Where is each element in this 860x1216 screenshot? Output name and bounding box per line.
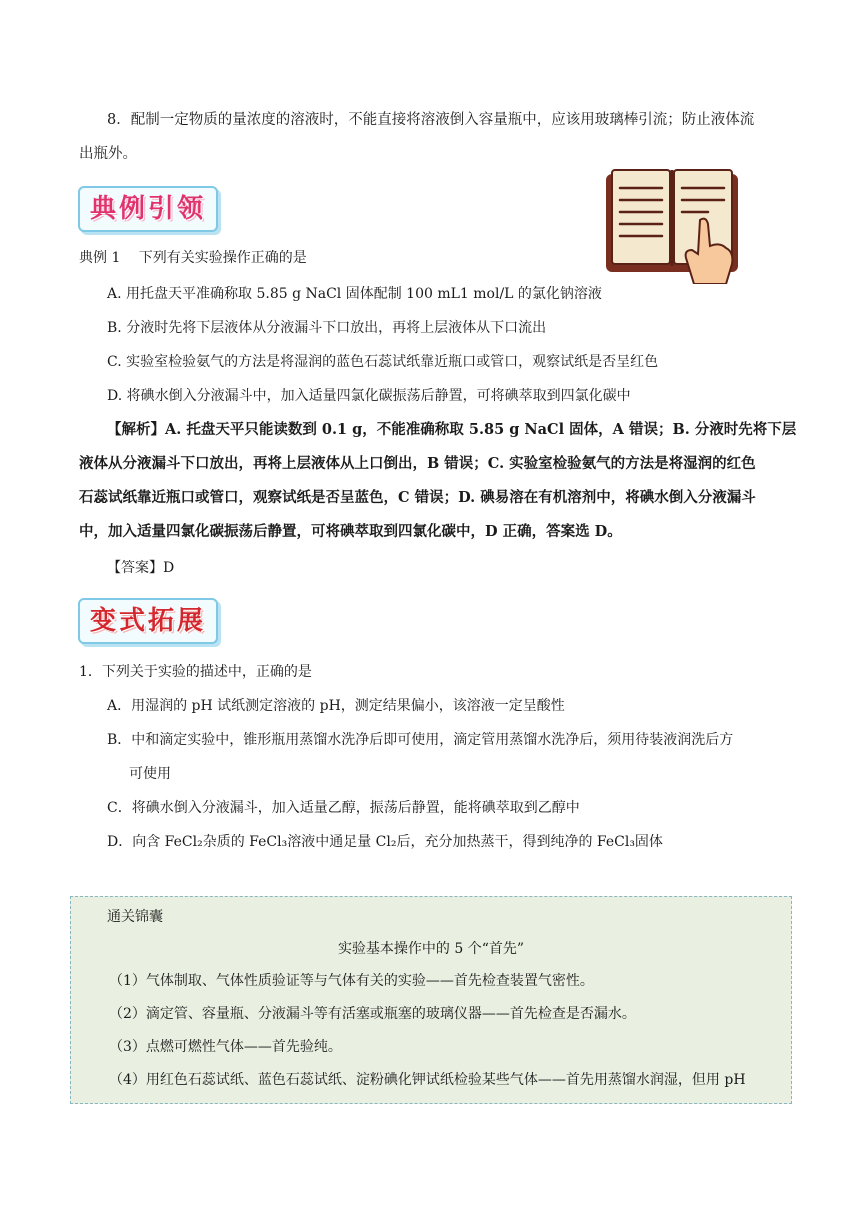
open-book-icon [604,166,740,284]
variant-banner-title: 变式拓展 [89,606,206,636]
example-heading: 典例 1 下列有关实验操作正确的是 [79,250,307,266]
tips-item-4: （4）用红色石蕊试纸、蓝色石蕊试纸、淀粉碘化钾试纸检验某些气体——首先用蒸馏水润湿，但用 pH [109,1072,746,1088]
variant-banner [78,598,218,644]
analysis-line-2: 液体从分液漏斗下口放出，再将上层液体从上口倒出，B 错误；C. 实验室检验氨气的方法是将湿润的红色 [79,455,756,472]
example-banner-title: 典例引领 [89,194,206,224]
note-8-line-1: 8．配制一定物质的量浓度的溶液时，不能直接将溶液倒入容量瓶中，应该用玻璃棒引流；防止液体流 [107,112,755,128]
example-option-a: A. 用托盘天平准确称取 5.85 g NaCl 固体配制 100 mL1 mol/L 的氯化钠溶液 [107,286,602,302]
tips-item-1: （1）气体制取、气体性质验证等与气体有关的实验——首先检查装置气密性。 [109,973,594,989]
analysis-label: 【解析】 [107,421,165,438]
exercise-option-d: D．向含 FeCl₂杂质的 FeCl₃溶液中通足量 Cl₂后，充分加热蒸干，得到纯净的 FeCl₃固体 [107,834,663,850]
example-option-b: B. 分液时先将下层液体从分液漏斗下口放出，再将上层液体从下口流出 [107,320,547,336]
exercise-option-b-cont: 可使用 [129,766,171,782]
analysis-line-3: 石蕊试纸靠近瓶口或管口，观察试纸是否呈蓝色，C 错误；D. 碘易溶在有机溶剂中，将碘水倒入分液漏斗 [79,489,756,506]
tips-box [70,896,792,1104]
answer-line: 【答案】D [107,560,175,576]
exercise-option-c: C．将碘水倒入分液漏斗，加入适量乙醇，振荡后静置，能将碘萃取到乙醇中 [107,800,580,816]
tips-item-3: （3）点燃可燃性气体——首先验纯。 [109,1039,342,1055]
example-option-d: D. 将碘水倒入分液漏斗中，加入适量四氯化碳振荡后静置，可将碘萃取到四氯化碳中 [107,388,631,404]
exercise-option-b: B．中和滴定实验中，锥形瓶用蒸馏水洗净后即可使用，滴定管用蒸馏水洗净后，须用待装液润洗后方 [107,732,734,748]
example-banner [78,186,218,232]
tips-item-2: （2）滴定管、容量瓶、分液漏斗等有活塞或瓶塞的玻璃仪器——首先检查是否漏水。 [109,1006,636,1022]
tips-title: 实验基本操作中的 5 个“首先” [337,941,525,957]
exercise-option-a: A．用湿润的 pH 试纸测定溶液的 pH，测定结果偏小，该溶液一定呈酸性 [107,698,565,714]
exercise-heading: 1．下列关于实验的描述中，正确的是 [79,664,312,680]
analysis-line-1 [107,420,796,440]
note-8-line-2: 出瓶外。 [79,146,137,162]
example-option-c: C. 实验室检验氨气的方法是将湿润的蓝色石蕊试纸靠近瓶口或管口，观察试纸是否呈红色 [107,354,659,370]
analysis-line-4: 中，加入适量四氯化碳振荡后静置，可将碘萃取到四氯化碳中，D 正确，答案选 D。 [79,523,622,540]
tips-label: 通关锦囊 [107,909,163,925]
analysis-text-1: A. 托盘天平只能读数到 0.1 g，不能准确称取 5.85 g NaCl 固体，A 错误；B. 分液时先将下层 [165,421,797,438]
